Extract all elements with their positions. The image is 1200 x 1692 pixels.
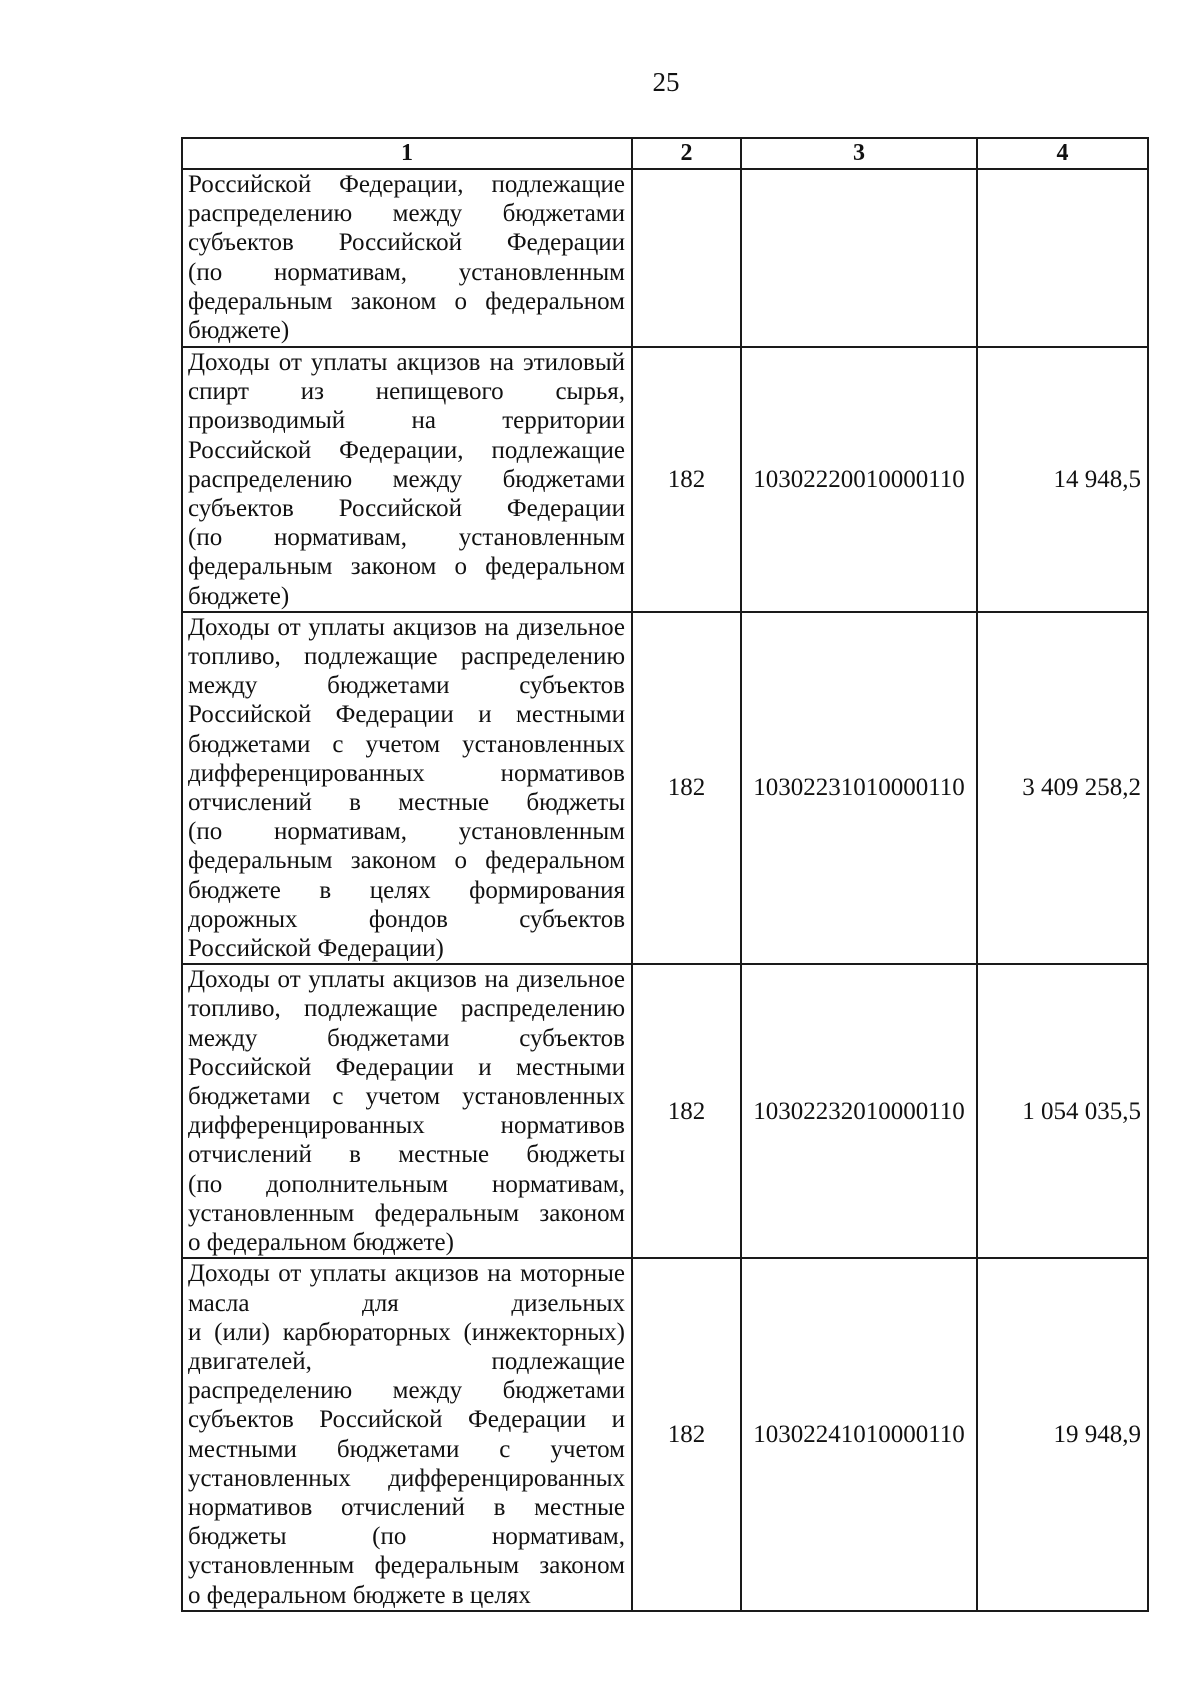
row-admin-code: 182 [632, 347, 741, 612]
description-line: установленным федеральным законом [188, 1199, 625, 1227]
description-line: распределению между бюджетами [188, 200, 625, 228]
description-line: местными бюджетами с учетом [188, 1435, 625, 1463]
description-line: о федеральном бюджете) [188, 1229, 454, 1257]
description-line: отчислений в местные бюджеты [188, 789, 625, 817]
description-line: федеральным законом о федеральном [188, 287, 625, 315]
description-line: Российской Федерации) [188, 935, 444, 963]
description-line: о федеральном бюджете в целях [188, 1581, 531, 1609]
column-header-4: 4 [977, 138, 1148, 169]
description-line: бюджете в целях формирования [188, 876, 625, 904]
row-amount: 19 948,9 [977, 1258, 1148, 1610]
row-admin-code: 182 [632, 964, 741, 1258]
description-line: Российской Федерации и местными [188, 701, 625, 729]
description-line: субъектов Российской Федерации и [188, 1406, 625, 1434]
description-line: Доходы от уплаты акцизов на моторные [188, 1260, 625, 1288]
description-line: федеральным законом о федеральном [188, 553, 625, 581]
description-line: (по нормативам, установленным [188, 524, 625, 552]
row-kbk-code: 10302231010000110 [741, 612, 977, 964]
description-line: Доходы от уплаты акцизов на этиловый [188, 349, 625, 376]
description-line: топливо, подлежащие распределению [188, 643, 625, 671]
description-line: установленным федеральным законом [188, 1552, 625, 1580]
row-amount [977, 169, 1148, 347]
row-description [182, 347, 632, 612]
row-kbk-code: 10302241010000110 [741, 1258, 977, 1610]
description-line: федеральным законом о федеральном [188, 847, 625, 875]
row-kbk-code: 10302220010000110 [741, 347, 977, 612]
description-line: (по дополнительным нормативам, [188, 1170, 625, 1198]
row-kbk-code [741, 169, 977, 347]
row-description [182, 1258, 632, 1610]
column-header-1: 1 [182, 138, 632, 169]
description-line: субъектов Российской Федерации [188, 495, 625, 523]
description-line: (по нормативам, установленным [188, 818, 625, 846]
description-line: Российской Федерации, подлежащие [188, 171, 625, 198]
description-line: нормативов отчислений в местные [188, 1493, 625, 1521]
description-line: распределению между бюджетами [188, 1377, 625, 1405]
row-amount: 3 409 258,2 [977, 612, 1148, 964]
description-line: (по нормативам, установленным [188, 258, 625, 286]
row-description [182, 612, 632, 964]
description-line: между бюджетами субъектов [188, 672, 625, 700]
description-line: масла для дизельных [188, 1289, 625, 1317]
page-number: 25 [652, 67, 680, 97]
column-header-2: 2 [632, 138, 741, 169]
description-line: бюджетами с учетом установленных [188, 730, 625, 758]
description-line: бюджете) [188, 582, 290, 610]
row-kbk-code: 10302232010000110 [741, 964, 977, 1258]
description-line: производимый на территории [188, 407, 625, 435]
table-row [182, 612, 1148, 964]
description-line: спирт из непищевого сырья, [188, 378, 625, 406]
table-header-row [182, 138, 1148, 169]
row-admin-code [632, 169, 741, 347]
row-description [182, 169, 632, 347]
description-line: отчислений в местные бюджеты [188, 1141, 625, 1169]
description-line: двигателей, подлежащие [188, 1347, 625, 1375]
description-line: дорожных фондов субъектов [188, 905, 625, 933]
description-line: Доходы от уплаты акцизов на дизельное [188, 966, 625, 994]
description-line: распределению между бюджетами [188, 465, 625, 493]
description-line: установленных дифференцированных [188, 1464, 625, 1492]
table-row [182, 1258, 1148, 1610]
row-admin-code: 182 [632, 1258, 741, 1610]
table-row [182, 347, 1148, 612]
description-line: бюджеты (по нормативам, [188, 1523, 625, 1551]
description-line: и (или) карбюраторных (инжекторных) [188, 1318, 625, 1346]
table-row [182, 964, 1148, 1258]
description-line: бюджете) [188, 317, 290, 345]
revenue-table [181, 137, 1149, 1612]
column-header-3: 3 [741, 138, 977, 169]
description-line: дифференцированных нормативов [188, 1112, 625, 1140]
description-line: дифференцированных нормативов [188, 759, 625, 787]
description-line: топливо, подлежащие распределению [188, 995, 625, 1023]
description-line: Доходы от уплаты акцизов на дизельное [188, 613, 625, 641]
row-description [182, 964, 632, 1258]
table-row [182, 169, 1148, 347]
row-amount: 1 054 035,5 [977, 964, 1148, 1258]
row-amount: 14 948,5 [977, 347, 1148, 612]
description-line: Российской Федерации, подлежащие [188, 436, 625, 464]
row-admin-code: 182 [632, 612, 741, 964]
description-line: субъектов Российской Федерации [188, 229, 625, 257]
description-line: бюджетами с учетом установленных [188, 1083, 625, 1111]
description-line: между бюджетами субъектов [188, 1024, 625, 1052]
description-line: Российской Федерации и местными [188, 1053, 625, 1081]
